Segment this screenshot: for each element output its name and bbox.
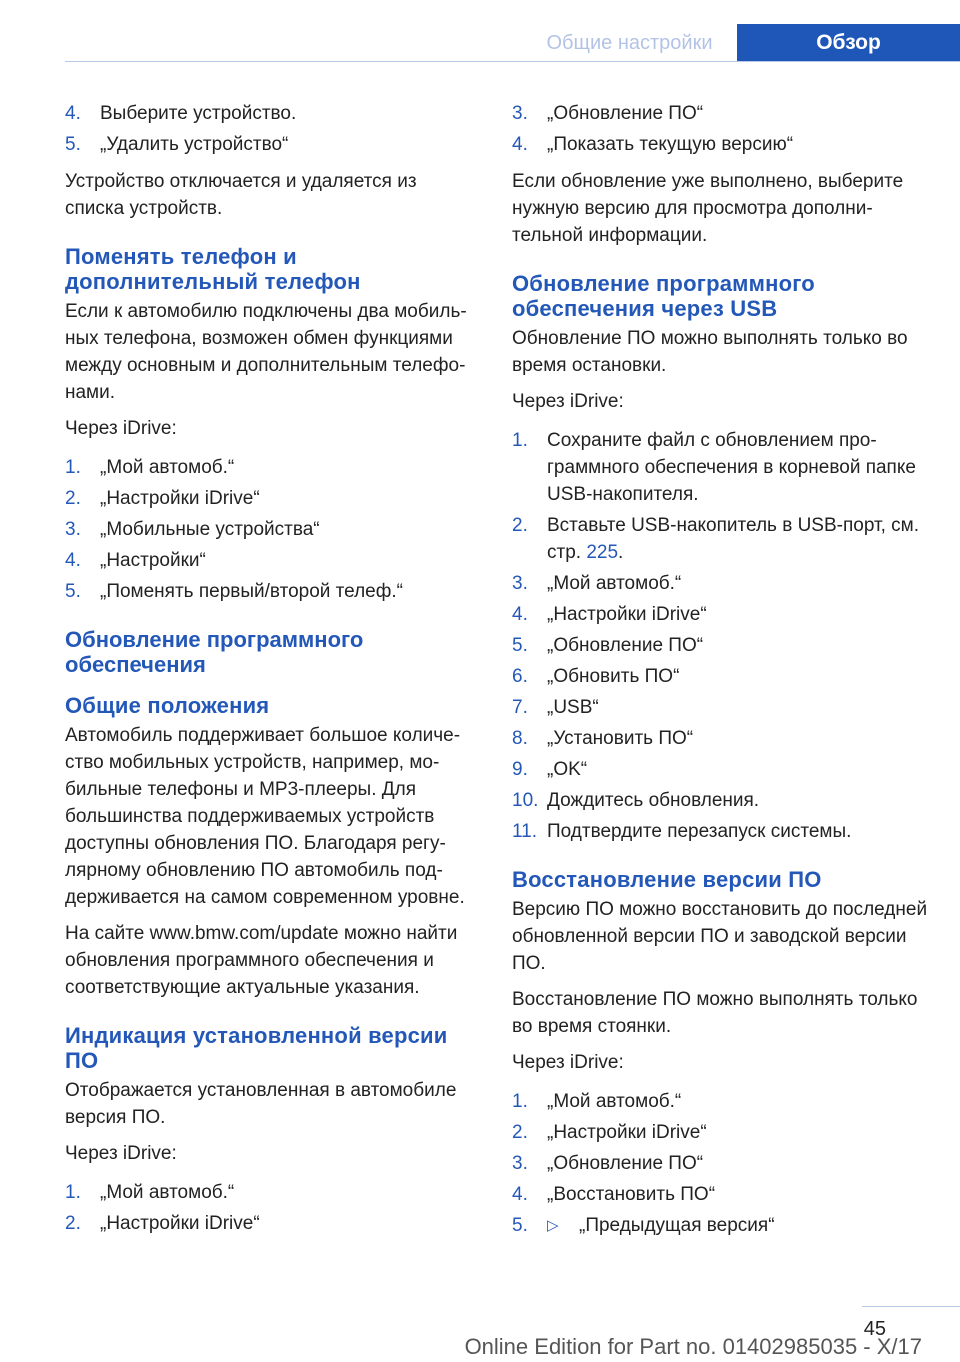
list-num: 7. xyxy=(512,697,528,718)
list-num: 10. xyxy=(512,790,539,811)
list-text: „Восстановить ПО“ xyxy=(547,1184,716,1205)
list-text: „Предыдущая версия“ xyxy=(579,1215,775,1236)
list-num: 3. xyxy=(65,519,81,540)
paragraph: Отображается установленная в автомобиле версия ПО. xyxy=(65,1080,457,1128)
list-text: „Мой автомоб.“ xyxy=(547,1091,682,1112)
page-link[interactable]: 225 xyxy=(586,542,619,563)
list-item xyxy=(512,601,930,628)
list-item xyxy=(512,818,930,845)
list-num: 1. xyxy=(512,1091,528,1112)
list-text: Выберите устройство. xyxy=(100,103,297,124)
paragraph: На сайте www.bmw.com/update можно найти обновления программного обеспечения и соответствующие актуальные указания. xyxy=(65,923,458,998)
list-swap-steps xyxy=(65,454,480,605)
paragraph: Устройство отключается и удаляется из списка устройств. xyxy=(65,171,417,219)
list-item xyxy=(512,570,930,597)
list-item xyxy=(512,694,930,721)
list-num: 3. xyxy=(512,573,528,594)
list-version-steps xyxy=(65,1179,480,1237)
list-usb-steps xyxy=(512,427,930,845)
list-show-version xyxy=(512,100,930,158)
list-item xyxy=(512,100,930,127)
list-text xyxy=(547,512,930,566)
list-item xyxy=(512,663,930,690)
list-num: 4. xyxy=(512,134,528,155)
list-text: „Поменять первый/второй телеф.“ xyxy=(100,581,403,602)
list-item xyxy=(512,756,930,783)
paragraph: Через iDrive: xyxy=(512,1052,624,1073)
list-item xyxy=(512,1212,930,1239)
list-item xyxy=(65,100,480,127)
list-item xyxy=(512,787,930,814)
paragraph: Через iDrive: xyxy=(65,1143,177,1164)
list-num: 3. xyxy=(512,1153,528,1174)
list-text-part: Вставьте USB-накопитель в USB-порт, см. стр. xyxy=(547,515,919,563)
list-item xyxy=(65,578,480,605)
list-text: „Мобильные устройства“ xyxy=(100,519,320,540)
list-item xyxy=(65,1179,480,1206)
list-num: 2. xyxy=(65,488,81,509)
list-num: 1. xyxy=(65,457,81,478)
list-num: 1. xyxy=(65,1182,81,1203)
page-number-rule xyxy=(862,1306,960,1307)
list-num: 2. xyxy=(512,1122,528,1143)
heading-restore-version: Восстановление версии ПО xyxy=(512,867,822,892)
list-text: „Обновление ПО“ xyxy=(547,103,704,124)
list-item xyxy=(512,1150,930,1177)
list-text: „Установить ПО“ xyxy=(547,728,694,749)
paragraph: Восстановление ПО можно выполнять только во время стоянки. xyxy=(512,989,918,1037)
right-column xyxy=(512,100,930,1249)
list-item xyxy=(512,427,930,508)
list-text: „Обновление ПО“ xyxy=(547,635,704,656)
triangle-marker-icon: ▷ xyxy=(547,1217,559,1234)
list-num: 2. xyxy=(512,515,528,536)
list-item xyxy=(512,512,930,566)
heading-general: Общие положения xyxy=(65,693,270,718)
list-num: 5. xyxy=(65,134,81,155)
list-text: „USB“ xyxy=(547,697,599,718)
list-num: 3. xyxy=(512,103,528,124)
list-text: Сохраните файл с обновлением программного обеспечения в корневой папке USB-накопителя. xyxy=(547,430,916,505)
list-text: Подтвердите перезапуск системы. xyxy=(547,821,852,842)
list-text: „Мой автомоб.“ xyxy=(547,573,682,594)
paragraph: Через iDrive: xyxy=(512,391,624,412)
list-item xyxy=(65,485,480,512)
list-num: 1. xyxy=(512,430,528,451)
list-item xyxy=(512,131,930,158)
heading-installed-version: Индикация установленной версии ПО xyxy=(65,1023,448,1073)
list-item xyxy=(65,454,480,481)
paragraph: Если к автомобилю подключены два мобильных телефона, возможен обмен функциями между основным и дополнительным телефонами. xyxy=(65,301,467,403)
page-number: 45 xyxy=(863,1318,886,1340)
list-num: 11. xyxy=(512,821,538,842)
paragraph: Обновление ПО можно выполнять только во время остановки. xyxy=(512,328,908,376)
paragraph: Автомобиль поддерживает большое количество мобильных устройств, например, мобильные телефоны и MP3-плееры. Для большинства поддерживаемых устройств доступны обновления ПО. Благодаря регулярному обновлению ПО автомобиль поддерживается на самом современном уровне. xyxy=(65,725,465,908)
list-num: 4. xyxy=(65,103,81,124)
list-text: „Настройки“ xyxy=(100,550,206,571)
list-item xyxy=(65,547,480,574)
list-text: „Мой автомоб.“ xyxy=(100,1182,235,1203)
list-num: 6. xyxy=(512,666,528,687)
paragraph: Через iDrive: xyxy=(65,418,177,439)
list-item xyxy=(512,1088,930,1115)
list-item xyxy=(512,632,930,659)
list-text-part: . xyxy=(618,542,624,563)
list-text: „Мой автомоб.“ xyxy=(100,457,235,478)
heading-swap-phone: Поменять телефон и дополнительный телефон xyxy=(65,244,361,294)
paragraph: Версию ПО можно восстановить до последней обновленной версии ПО и заводской версии ПО. xyxy=(512,899,928,974)
paragraph: Если обновление уже выполнено, выберите нужную версию для просмотра дополнительной информации. xyxy=(512,171,904,246)
list-text: „Обновление ПО“ xyxy=(547,1153,704,1174)
list-num: 9. xyxy=(512,759,528,780)
left-column xyxy=(65,100,480,1247)
list-num: 5. xyxy=(512,635,528,656)
header-rule xyxy=(65,61,960,62)
list-text: „Обновить ПО“ xyxy=(547,666,680,687)
footer-edition: Online Edition for Part no. 01402985035 - X/17 xyxy=(464,1334,922,1359)
heading-software-update: Обновление программного обеспечения xyxy=(65,627,364,677)
tab-overview[interactable]: Обзор xyxy=(737,24,960,62)
list-item xyxy=(65,1210,480,1237)
list-remove-device xyxy=(65,100,480,158)
list-item xyxy=(65,516,480,543)
list-restore-steps xyxy=(512,1088,930,1239)
list-item xyxy=(512,1181,930,1208)
list-text: „Настройки iDrive“ xyxy=(100,488,260,509)
tab-general-settings[interactable]: Общие настройки xyxy=(546,32,713,54)
list-text: „Показать текущую версию“ xyxy=(547,134,794,155)
list-num: 5. xyxy=(512,1215,528,1236)
list-num: 2. xyxy=(65,1213,81,1234)
list-num: 4. xyxy=(65,550,81,571)
list-num: 4. xyxy=(512,604,528,625)
heading-usb-update: Обновление программного обеспечения через USB xyxy=(512,271,815,321)
list-num: 8. xyxy=(512,728,528,749)
list-item xyxy=(512,1119,930,1146)
list-text: „Настройки iDrive“ xyxy=(547,1122,707,1143)
list-num: 4. xyxy=(512,1184,528,1205)
list-item xyxy=(65,131,480,158)
list-text: „Настройки iDrive“ xyxy=(547,604,707,625)
list-item xyxy=(512,725,930,752)
list-text: „Удалить устройство“ xyxy=(100,134,289,155)
list-text: „OK“ xyxy=(547,759,588,780)
list-text: „Настройки iDrive“ xyxy=(100,1213,260,1234)
list-num: 5. xyxy=(65,581,81,602)
list-text: Дождитесь обновления. xyxy=(547,790,760,811)
